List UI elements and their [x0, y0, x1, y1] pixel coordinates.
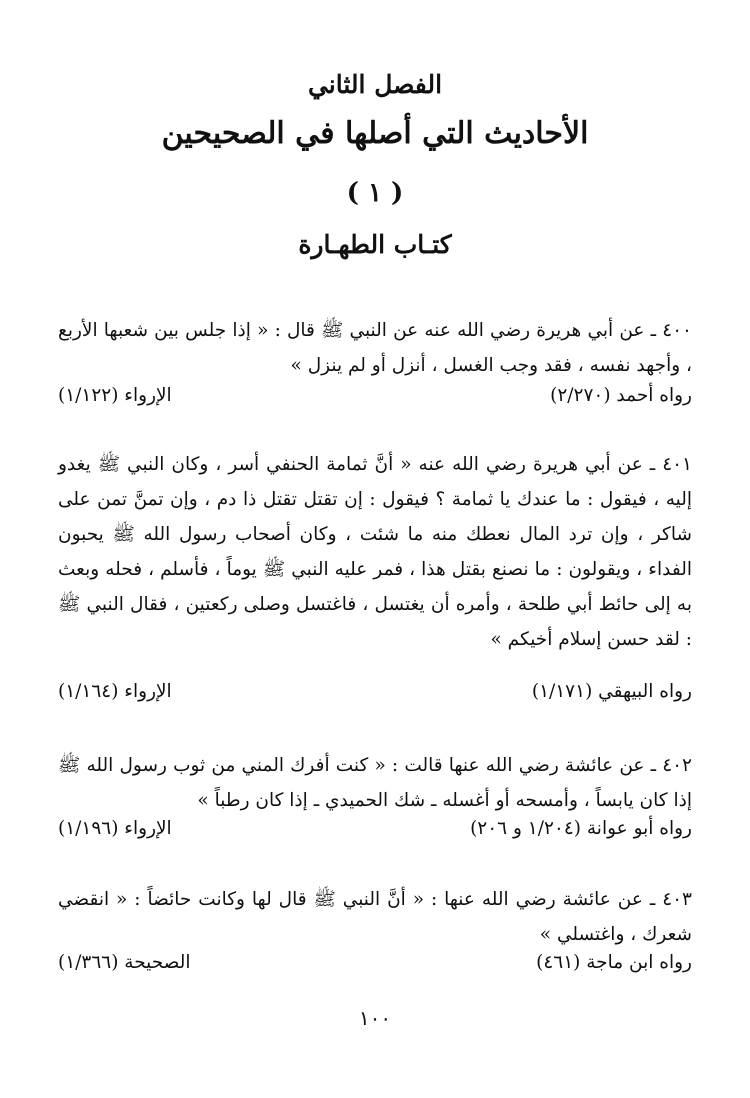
hadith-401-text: ٤٠١ ـ عن أبي هريرة رضي الله عنه « أنَّ ثمامة الحنفي أسر ، وكان النبي ﷺ يغدو إليه ، فيقول : ما عندك يا ثمامة ؟ فيقول : إن تقتل تقتل ذا دم ، وإن تمنَّ تمن على شاكر ، وإن ترد المال نعطك منه ما شئت ، وكان أصحاب رسول الله ﷺ يحبون الفداء ، ويقولون : ما نصنع بقتل هذا ، فمر عليه النبي ﷺ يوماً ، فأسلم ، فحله وبعث به إلى حائط أبي طلحة ، وأمره أن يغتسل ، فاغتسل وصلى ركعتين ، فقال النبي ﷺ : لقد حسن إسلام أخيكم »	[58, 453, 692, 650]
hadith-403-source: رواه ابن ماجة (٤٦١)	[536, 952, 692, 973]
hadith-403-reference	[58, 952, 692, 986]
hadith-401-source: رواه البيهقي (١/١٧١)	[531, 681, 692, 702]
page-number: ١٠٠	[358, 1006, 392, 1030]
hadith-403-text: ٤٠٣ ـ عن عائشة رضي الله عنها : « أنَّ النبي ﷺ قال لها وكانت حائضاً : « انقضي شعرك ، واغتسلي »	[58, 888, 692, 945]
hadith-403-grade: الصحيحة (١/٣٦٦)	[58, 952, 191, 973]
hadith-400-reference	[58, 385, 692, 419]
hadith-400-source: رواه أحمد (٢/٢٧٠)	[550, 385, 692, 406]
hadith-401-reference	[58, 681, 692, 715]
hadith-402-grade: الإرواء (١/١٩٦)	[58, 818, 172, 839]
chapter-title: الأحاديث التي أصلها في الصحيحين	[161, 116, 589, 151]
hadith-402-text: ٤٠٢ ـ عن عائشة رضي الله عنها قالت : « كنت أفرك المني من ثوب رسول الله ﷺ إذا كان يابساً ، وأمسحه أو أغسله ـ شك الحميدي ـ إذا كان رطباً »	[58, 754, 692, 811]
hadith-401-grade: الإرواء (١/١٦٤)	[58, 681, 172, 702]
chapter-heading: الفصل الثاني	[307, 70, 443, 99]
hadith-400-text: ٤٠٠ ـ عن أبي هريرة رضي الله عنه عن النبي ﷺ قال : « إذا جلس بين شعبها الأربع ، وأجهد نفسه ، فقد وجب الغسل ، أنزل أو لم ينزل »	[58, 319, 692, 376]
hadith-402-source: رواه أبو عوانة (١/٢٠٤ و ٢٠٦)	[470, 818, 692, 839]
section-number: ( ١ )	[346, 178, 404, 208]
book-heading: كتـاب الطهـارة	[298, 230, 452, 259]
hadith-402-reference	[58, 818, 692, 852]
hadith-400-grade: الإرواء (١/١٢٢)	[58, 385, 172, 406]
